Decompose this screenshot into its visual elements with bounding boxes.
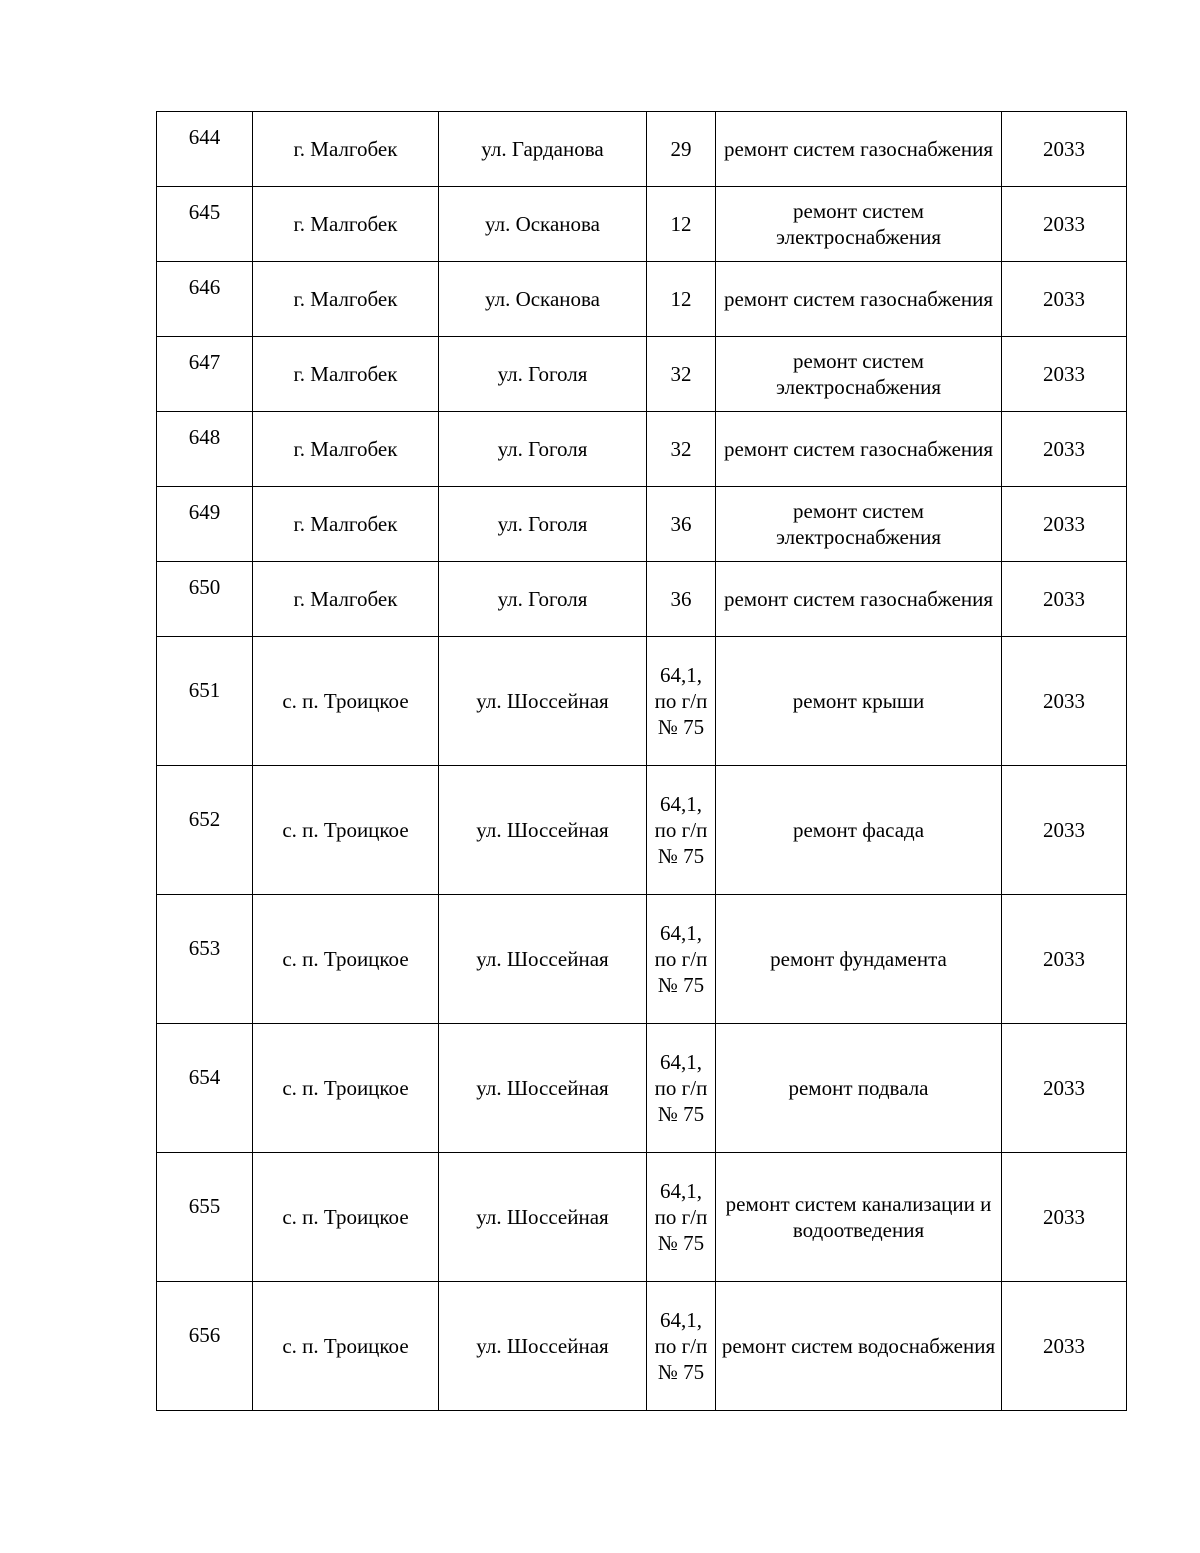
work-type-cell: ремонт фасада xyxy=(716,766,1002,895)
year-cell: 2033 xyxy=(1002,262,1127,337)
work-type-cell: ремонт систем газоснабжения xyxy=(716,112,1002,187)
locality-cell: г. Малгобек xyxy=(253,337,439,412)
work-type-cell: ремонт систем электроснабжения xyxy=(716,187,1002,262)
house-cell: 64,1, по г/п № 75 xyxy=(647,895,716,1024)
year-cell: 2033 xyxy=(1002,337,1127,412)
table-row xyxy=(157,766,1127,895)
street-cell: ул. Шоссейная xyxy=(439,895,647,1024)
work-type-cell: ремонт систем электроснабжения xyxy=(716,337,1002,412)
year-cell: 2033 xyxy=(1002,637,1127,766)
table-row xyxy=(157,262,1127,337)
locality-cell: г. Малгобек xyxy=(253,487,439,562)
house-cell: 36 xyxy=(647,562,716,637)
year-cell: 2033 xyxy=(1002,1024,1127,1153)
locality-cell: г. Малгобек xyxy=(253,562,439,637)
table-row xyxy=(157,1282,1127,1411)
locality-cell: с. п. Троицкое xyxy=(253,637,439,766)
house-cell: 29 xyxy=(647,112,716,187)
row-number: 644 xyxy=(157,112,253,187)
year-cell: 2033 xyxy=(1002,562,1127,637)
row-number: 647 xyxy=(157,337,253,412)
row-number: 655 xyxy=(157,1153,253,1282)
street-cell: ул. Шоссейная xyxy=(439,1153,647,1282)
locality-cell: г. Малгобек xyxy=(253,262,439,337)
work-type-cell: ремонт систем газоснабжения xyxy=(716,262,1002,337)
locality-cell: с. п. Троицкое xyxy=(253,766,439,895)
table-row xyxy=(157,412,1127,487)
work-type-cell: ремонт систем канализации и водоотведения xyxy=(716,1153,1002,1282)
work-type-cell: ремонт фундамента xyxy=(716,895,1002,1024)
locality-cell: с. п. Троицкое xyxy=(253,1024,439,1153)
street-cell: ул. Осканова xyxy=(439,262,647,337)
street-cell: ул. Шоссейная xyxy=(439,1282,647,1411)
table-row xyxy=(157,1153,1127,1282)
year-cell: 2033 xyxy=(1002,1153,1127,1282)
work-type-cell: ремонт систем газоснабжения xyxy=(716,562,1002,637)
row-number: 656 xyxy=(157,1282,253,1411)
table-row xyxy=(157,1024,1127,1153)
row-number: 646 xyxy=(157,262,253,337)
street-cell: ул. Шоссейная xyxy=(439,1024,647,1153)
year-cell: 2033 xyxy=(1002,895,1127,1024)
street-cell: ул. Гоголя xyxy=(439,337,647,412)
table-row xyxy=(157,637,1127,766)
house-cell: 64,1, по г/п № 75 xyxy=(647,1024,716,1153)
table-row xyxy=(157,187,1127,262)
locality-cell: г. Малгобек xyxy=(253,112,439,187)
row-number: 648 xyxy=(157,412,253,487)
house-cell: 12 xyxy=(647,262,716,337)
work-type-cell: ремонт систем водоснабжения xyxy=(716,1282,1002,1411)
row-number: 650 xyxy=(157,562,253,637)
row-number: 645 xyxy=(157,187,253,262)
row-number: 653 xyxy=(157,895,253,1024)
table-row xyxy=(157,487,1127,562)
row-number: 649 xyxy=(157,487,253,562)
locality-cell: г. Малгобек xyxy=(253,412,439,487)
table-row xyxy=(157,562,1127,637)
repair-schedule-table xyxy=(156,111,1127,1411)
house-cell: 12 xyxy=(647,187,716,262)
year-cell: 2033 xyxy=(1002,412,1127,487)
work-type-cell: ремонт систем газоснабжения xyxy=(716,412,1002,487)
house-cell: 64,1, по г/п № 75 xyxy=(647,1153,716,1282)
work-type-cell: ремонт крыши xyxy=(716,637,1002,766)
house-cell: 36 xyxy=(647,487,716,562)
row-number: 651 xyxy=(157,637,253,766)
street-cell: ул. Шоссейная xyxy=(439,766,647,895)
locality-cell: с. п. Троицкое xyxy=(253,1153,439,1282)
locality-cell: с. п. Троицкое xyxy=(253,1282,439,1411)
street-cell: ул. Гоголя xyxy=(439,487,647,562)
house-cell: 64,1, по г/п № 75 xyxy=(647,766,716,895)
house-cell: 32 xyxy=(647,412,716,487)
house-cell: 64,1, по г/п № 75 xyxy=(647,637,716,766)
year-cell: 2033 xyxy=(1002,487,1127,562)
work-type-cell: ремонт систем электроснабжения xyxy=(716,487,1002,562)
house-cell: 64,1, по г/п № 75 xyxy=(647,1282,716,1411)
table-row xyxy=(157,337,1127,412)
row-number: 652 xyxy=(157,766,253,895)
year-cell: 2033 xyxy=(1002,112,1127,187)
work-type-cell: ремонт подвала xyxy=(716,1024,1002,1153)
table-row xyxy=(157,895,1127,1024)
locality-cell: г. Малгобек xyxy=(253,187,439,262)
year-cell: 2033 xyxy=(1002,187,1127,262)
street-cell: ул. Осканова xyxy=(439,187,647,262)
table-row xyxy=(157,112,1127,187)
street-cell: ул. Гоголя xyxy=(439,562,647,637)
street-cell: ул. Шоссейная xyxy=(439,637,647,766)
house-cell: 32 xyxy=(647,337,716,412)
year-cell: 2033 xyxy=(1002,766,1127,895)
row-number: 654 xyxy=(157,1024,253,1153)
street-cell: ул. Гоголя xyxy=(439,412,647,487)
year-cell: 2033 xyxy=(1002,1282,1127,1411)
street-cell: ул. Гарданова xyxy=(439,112,647,187)
locality-cell: с. п. Троицкое xyxy=(253,895,439,1024)
